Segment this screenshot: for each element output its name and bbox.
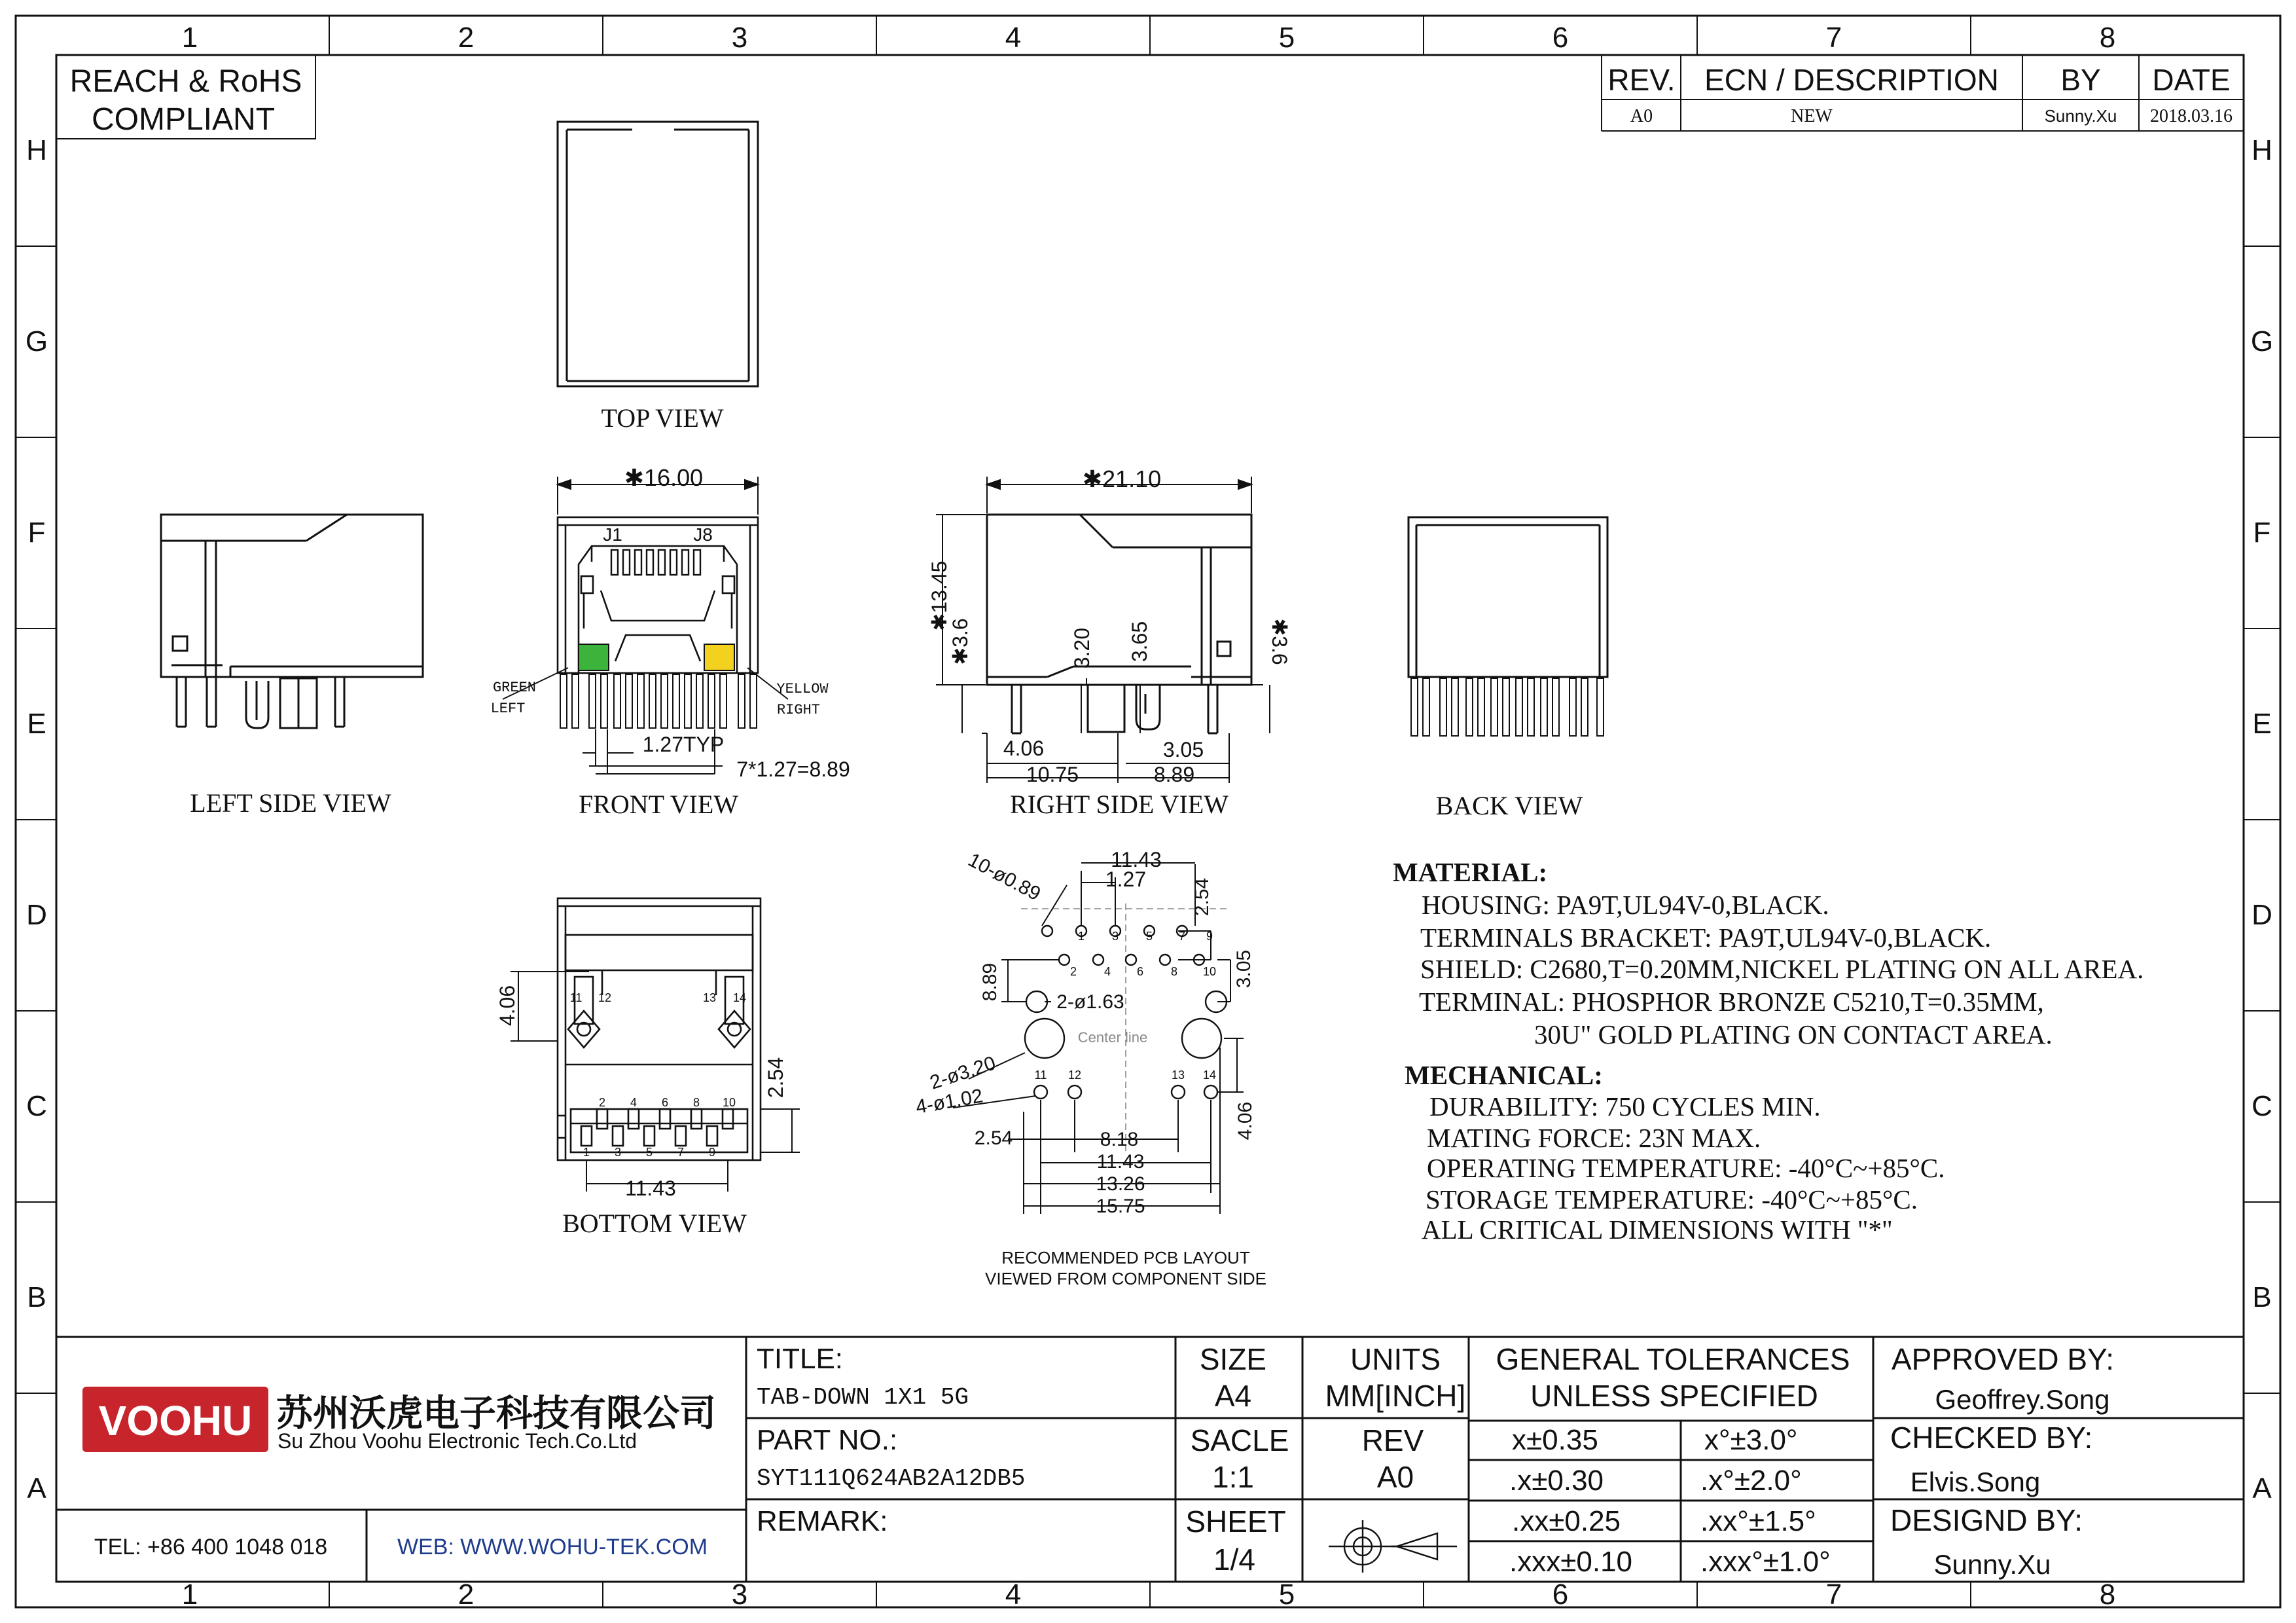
col-label-7-bottom: 7: [1825, 1578, 1842, 1611]
pcb-center-line: Center line: [1077, 1029, 1148, 1046]
title-label: TITLE:: [757, 1343, 844, 1375]
pcb-pin-11: 11: [1034, 1068, 1047, 1082]
col-label-3-bottom: 3: [731, 1578, 748, 1611]
pcb-caption-line-1: RECOMMENDED PCB LAYOUT: [1001, 1248, 1250, 1267]
dim-3-05: 3.05: [1162, 738, 1204, 761]
pcb-dim-3-05: 3.05: [1233, 949, 1255, 989]
pin-j1-label: J1: [603, 524, 622, 545]
pcb-dim-11-43-bottom: 11.43: [1096, 1151, 1145, 1173]
back-view-label: BACK VIEW: [1435, 791, 1583, 820]
tolerance-angle-0: x°±3.0°: [1704, 1424, 1798, 1456]
green-led: [579, 644, 609, 670]
compliance-line-2: COMPLIANT: [91, 102, 276, 137]
pcb-pin-2: 2: [1069, 965, 1077, 978]
bottom-pin-4: 4: [630, 1096, 637, 1109]
bottom-dim-4-06: 4.06: [495, 985, 519, 1027]
tolerance-linear-0: x±0.35: [1512, 1424, 1598, 1456]
pin-j8-label: J8: [693, 524, 713, 545]
tolerance-heading-2: UNLESS SPECIFIED: [1530, 1379, 1818, 1413]
pcb-hole-1-02: 4-ø1.02: [914, 1085, 985, 1118]
bottom-pin-8: 8: [692, 1096, 700, 1109]
remark-label: REMARK:: [757, 1505, 888, 1537]
units-value: MM[INCH]: [1325, 1379, 1466, 1413]
pcb-dim-8-18: 8.18: [1100, 1129, 1139, 1150]
col-label-2-bottom: 2: [457, 1578, 475, 1611]
col-label-4: 4: [1005, 22, 1022, 54]
tail-dim-right: ✱3.6: [1268, 618, 1291, 665]
approved-label: APPROVED BY:: [1892, 1342, 2115, 1376]
row-label-b: B: [27, 1281, 46, 1313]
pcb-dim-15-75: 15.75: [1096, 1195, 1145, 1217]
rev-header: REV.: [1607, 63, 1676, 97]
by-header: BY: [2060, 63, 2101, 97]
pcb-dim-4-06-right: 4.06: [1234, 1101, 1256, 1140]
pcb-pin-7: 7: [1178, 930, 1186, 943]
company-name-en: Su Zhou Voohu Electronic Tech.Co.Ltd: [278, 1429, 637, 1453]
tolerance-linear-2: .xx±0.25: [1512, 1505, 1621, 1537]
pcb-dim-13-26: 13.26: [1096, 1173, 1145, 1195]
bottom-pin-14: 14: [732, 991, 747, 1004]
col-label-2: 2: [457, 22, 475, 54]
date-value: 2018.03.16: [2150, 106, 2233, 126]
pcb-dim-1-27: 1.27: [1105, 867, 1147, 891]
row-label-g: G: [25, 325, 48, 357]
designed-label: DESIGND BY:: [1890, 1503, 2083, 1537]
checked-value: Elvis.Song: [1910, 1467, 2041, 1497]
bottom-pin-3: 3: [614, 1146, 622, 1159]
row-label-e: E: [27, 708, 46, 740]
bottom-pin-1: 1: [583, 1146, 590, 1159]
compliance-line-1: REACH & RoHS: [69, 64, 302, 99]
company-logo-text: VOOHU: [98, 1397, 253, 1444]
scale-value: 1:1: [1212, 1460, 1254, 1494]
pcb-dim-2-54-bottom: 2.54: [974, 1127, 1013, 1149]
tolerance-angle-1: .x°±2.0°: [1700, 1465, 1802, 1497]
col-label-7: 7: [1825, 22, 1842, 54]
pcb-pin-9: 9: [1206, 930, 1213, 943]
col-label-5-bottom: 5: [1278, 1578, 1295, 1611]
pitch-dim: 1.27TYP: [642, 733, 725, 756]
checked-label: CHECKED BY:: [1890, 1421, 2093, 1455]
tolerance-angle-2: .xx°±1.5°: [1700, 1505, 1816, 1537]
dim-3-65: 3.65: [1128, 621, 1151, 663]
row-label-h-right: H: [2251, 134, 2272, 166]
row-label-c: C: [26, 1090, 47, 1122]
bottom-pin-10: 10: [722, 1096, 736, 1109]
front-view-label: FRONT VIEW: [578, 790, 739, 819]
dim-8-89: 8.89: [1153, 763, 1195, 786]
row-label-h: H: [26, 134, 47, 166]
col-label-6-bottom: 6: [1552, 1578, 1569, 1611]
bottom-view-label: BOTTOM VIEW: [562, 1209, 747, 1238]
title-value: TAB-DOWN 1X1 5G: [757, 1384, 969, 1411]
pcb-dim-8-89-left: 8.89: [979, 962, 1001, 1002]
col-label-1: 1: [181, 22, 198, 54]
mechanical-line-5: ALL CRITICAL DIMENSIONS WITH "*": [1422, 1214, 1893, 1245]
row-label-d: D: [26, 899, 47, 931]
pcb-hole-3-20: 2-ø3.20: [927, 1052, 999, 1094]
pcb-pin-4: 4: [1103, 965, 1111, 978]
ecn-header: ECN / DESCRIPTION: [1704, 63, 1999, 97]
right-side-view-label: RIGHT SIDE VIEW: [1009, 790, 1229, 819]
units-label: UNITS: [1350, 1342, 1441, 1376]
pcb-dim-2-54-right: 2.54: [1191, 877, 1213, 917]
material-heading: MATERIAL:: [1393, 857, 1548, 887]
material-line-5: 30U" GOLD PLATING ON CONTACT AREA.: [1534, 1019, 2053, 1049]
row-label-f-right: F: [2253, 517, 2271, 549]
row-label-c-right: C: [2251, 1090, 2272, 1122]
tolerance-linear-3: .xxx±0.10: [1509, 1546, 1633, 1578]
col-label-4-bottom: 4: [1005, 1578, 1022, 1611]
pcb-pin-5: 5: [1145, 930, 1153, 943]
pcb-pin-14: 14: [1202, 1068, 1217, 1082]
by-value: Sunny.Xu: [2044, 106, 2117, 126]
date-header: DATE: [2152, 63, 2231, 97]
left-side-view-label: LEFT SIDE VIEW: [190, 788, 391, 818]
pcb-hole-1-63: 2-ø1.63: [1056, 991, 1124, 1013]
height-dim: ✱13.45: [927, 560, 951, 631]
front-width-dim: ✱16.00: [624, 464, 704, 491]
material-line-4: TERMINAL: PHOSPHOR BRONZE C5210,T=0.35MM,: [1419, 987, 2044, 1017]
bottom-pin-12: 12: [598, 991, 612, 1004]
row-label-f: F: [27, 517, 46, 549]
pcb-pin-1: 1: [1077, 930, 1085, 943]
col-label-8-bottom: 8: [2099, 1578, 2116, 1611]
dim-3-20: 3.20: [1070, 627, 1094, 669]
pcb-caption-line-2: VIEWED FROM COMPONENT SIDE: [985, 1269, 1266, 1288]
bottom-pin-13: 13: [702, 991, 717, 1004]
material-line-2: TERMINALS BRACKET: PA9T,UL94V-0,BLACK.: [1420, 922, 1992, 953]
material-line-3: SHIELD: C2680,T=0.20MM,NICKEL PLATING ON ALL AREA.: [1420, 954, 2144, 984]
top-view-label: TOP VIEW: [601, 403, 724, 433]
bottom-pin-2: 2: [598, 1096, 606, 1109]
bottom-pin-5: 5: [645, 1146, 653, 1159]
bottom-pin-9: 9: [708, 1146, 716, 1159]
bottom-pin-7: 7: [677, 1146, 685, 1159]
sheet-value: 1/4: [1213, 1542, 1255, 1577]
pcb-pin-13: 13: [1171, 1068, 1185, 1082]
left-label: LEFT: [490, 701, 526, 717]
mechanical-line-1: DURABILITY: 750 CYCLES MIN.: [1429, 1091, 1821, 1122]
part-value: SYT111Q624AB2A12DB5: [757, 1465, 1026, 1492]
green-label: GREEN: [492, 680, 537, 696]
size-value: A4: [1214, 1379, 1252, 1413]
pcb-pin-12: 12: [1067, 1068, 1082, 1082]
company-tel: TEL: +86 400 1048 018: [94, 1535, 328, 1559]
bottom-pin-11: 11: [569, 991, 583, 1004]
mechanical-heading: MECHANICAL:: [1405, 1060, 1603, 1090]
pcb-pin-3: 3: [1111, 930, 1119, 943]
mechanical-line-2: MATING FORCE: 23N MAX.: [1427, 1123, 1761, 1153]
row-label-a-right: A: [2252, 1472, 2272, 1504]
part-label: PART NO.:: [757, 1424, 898, 1456]
pcb-pin-8: 8: [1170, 965, 1178, 978]
size-label: SIZE: [1199, 1342, 1267, 1376]
rev-label: REV: [1361, 1423, 1424, 1457]
row-label-a: A: [27, 1472, 46, 1504]
row-label-e-right: E: [2252, 708, 2272, 740]
scale-label: SACLE: [1190, 1423, 1289, 1457]
company-name-cn: 苏州沃虎电子科技有限公司: [276, 1393, 716, 1434]
pcb-pin-10: 10: [1202, 965, 1217, 978]
pcb-dim-11-43-top: 11.43: [1111, 848, 1162, 871]
span-dim: 7*1.27=8.89: [736, 757, 850, 781]
col-label-5: 5: [1278, 22, 1295, 54]
col-label-3: 3: [731, 22, 748, 54]
company-web[interactable]: WEB: WWW.WOHU-TEK.COM: [397, 1535, 708, 1559]
col-label-6: 6: [1552, 22, 1569, 54]
designed-value: Sunny.Xu: [1933, 1549, 2051, 1580]
rev-value-tb: A0: [1376, 1460, 1414, 1494]
yellow-led: [704, 644, 734, 670]
ecn-value: NEW: [1791, 106, 1833, 126]
row-label-g-right: G: [2250, 325, 2274, 357]
bottom-pin-6: 6: [661, 1096, 669, 1109]
dim-4-06: 4.06: [1003, 737, 1045, 760]
right-width-dim: ✱21.10: [1082, 465, 1162, 492]
col-label-8: 8: [2099, 22, 2116, 54]
pcb-hole-10: 10-ø0.89: [964, 848, 1045, 905]
mechanical-line-3: OPERATING TEMPERATURE: -40°C~+85°C.: [1427, 1153, 1945, 1183]
row-label-b-right: B: [2252, 1281, 2272, 1313]
tolerance-linear-1: .x±0.30: [1509, 1465, 1604, 1497]
bottom-dim-11-43: 11.43: [625, 1176, 676, 1200]
sheet-label: SHEET: [1185, 1504, 1286, 1539]
rev-value: A0: [1630, 106, 1653, 126]
bottom-dim-2-54: 2.54: [764, 1057, 787, 1099]
row-label-d-right: D: [2251, 899, 2272, 931]
yellow-label: YELLOW: [776, 681, 829, 697]
right-label: RIGHT: [776, 702, 821, 718]
tolerance-angle-3: .xxx°±1.0°: [1700, 1546, 1831, 1578]
mechanical-line-4: STORAGE TEMPERATURE: -40°C~+85°C.: [1426, 1184, 1918, 1214]
tail-dim-left: ✱3.6: [948, 618, 972, 665]
approved-value: Geoffrey.Song: [1935, 1384, 2110, 1415]
tolerance-heading-1: GENERAL TOLERANCES: [1496, 1342, 1850, 1376]
col-label-1-bottom: 1: [181, 1578, 198, 1611]
pcb-pin-6: 6: [1136, 965, 1144, 978]
material-line-1: HOUSING: PA9T,UL94V-0,BLACK.: [1422, 890, 1829, 920]
dim-10-75: 10.75: [1026, 763, 1079, 786]
